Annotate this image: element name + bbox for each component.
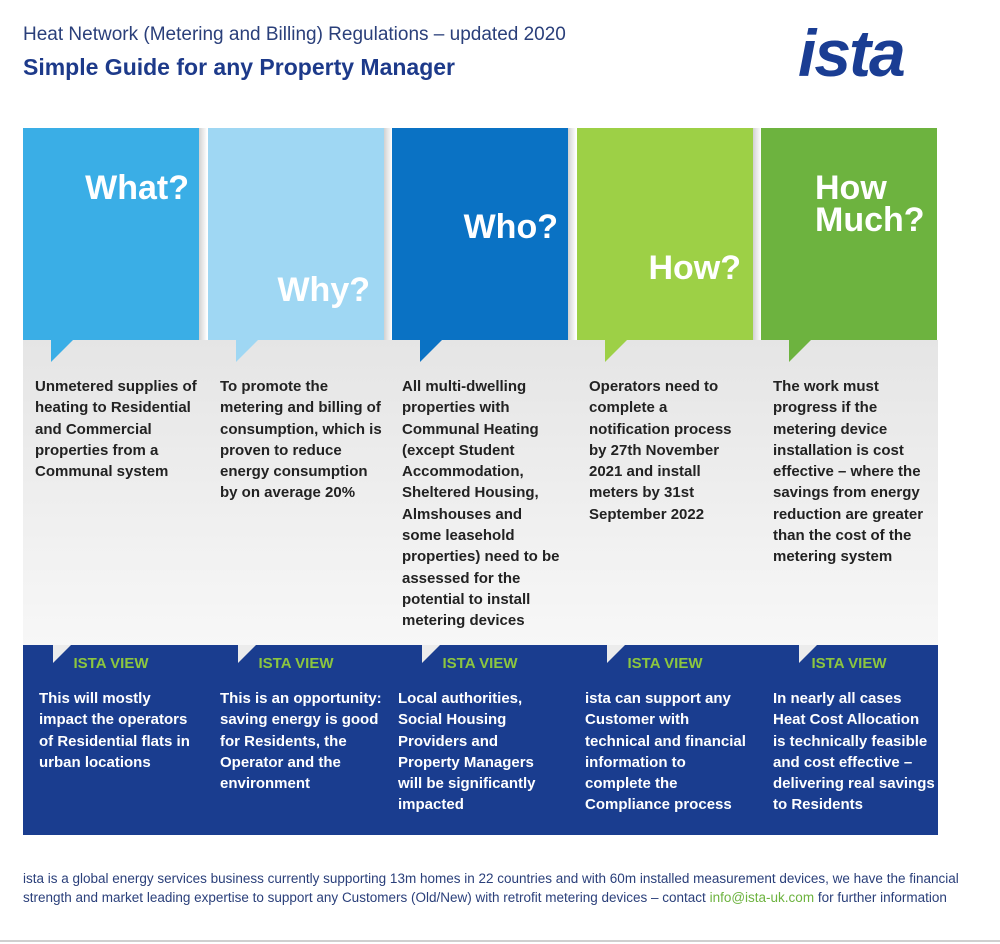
column-shadow: [384, 128, 392, 340]
ista-logo: ista: [798, 16, 904, 90]
column-how: [577, 128, 753, 814]
body-why: To promote the metering and billing of consumption, which is proven to reduce energy consumption by on average 20%: [220, 378, 382, 502]
heading-box-why: [208, 128, 384, 340]
column-shadow: [753, 128, 761, 340]
ista-view-label: ISTA VIEW: [811, 655, 887, 672]
bottom-divider: [0, 940, 1000, 942]
body-how: Operators need to complete a notification process by 27th November 2021 and install meters by 31st September 2022: [589, 378, 732, 523]
speech-notch: [236, 340, 258, 362]
heading-how: How?: [648, 249, 741, 287]
view-how: ista can support any Customer with technical and financial information to complete the Compliance process: [585, 690, 746, 814]
body-what: Unmetered supplies of heating to Residential and Commercial properties from a Communal system: [35, 378, 197, 481]
column-how-much: [761, 128, 937, 814]
column-why: [208, 128, 384, 793]
speech-notch: [605, 340, 627, 362]
header-subtitle: Heat Network (Metering and Billing) Regulations – updated 2020: [23, 24, 566, 45]
ista-view-label: ISTA VIEW: [442, 655, 518, 672]
heading-box-who: [392, 128, 568, 340]
contact-email-link[interactable]: info@ista-uk.com: [709, 889, 815, 905]
heading-box-how: [577, 128, 753, 340]
view-why: This is an opportunity: saving energy is good for Residents, the Operator and the environment: [220, 690, 382, 793]
speech-notch: [789, 340, 811, 362]
ista-view-label: ISTA VIEW: [258, 655, 334, 672]
column-shadow: [568, 128, 576, 340]
speech-notch: [420, 340, 442, 362]
ista-view-label: ISTA VIEW: [73, 655, 149, 672]
heading-box-what: [23, 128, 199, 340]
view-who: Local authorities, Social Housing Providers and Property Managers will be significantly impacted: [398, 690, 536, 814]
column-what: [23, 128, 199, 771]
view-what: This will mostly impact the operators of Residential flats in urban locations: [39, 690, 190, 771]
footer-note: [23, 870, 983, 907]
heading-why: Why?: [277, 271, 370, 309]
body-how-much: The work must progress if the metering device installation is cost effective – where the savings from energy reduction are greater than the cost of the metering system: [773, 378, 924, 566]
footer-text: ista is a global energy services business currently supporting 13m homes in 22 countries and with 60m installed measurement devices, we have the financial strength and market leading expertise to support any Customers (Old/New) with retrofit metering devices – contact: [23, 871, 959, 905]
heading-who: Who?: [463, 208, 558, 246]
heading-what: What?: [85, 169, 189, 207]
speech-notch: [51, 340, 73, 362]
page-title: Simple Guide for any Property Manager: [23, 54, 455, 80]
body-who: All multi-dwelling properties with Communal Heating (except Student Accommodation, Sheltered Housing, Almshouses and some leasehold properties) need to be assessed for the potential to install metering devices: [402, 378, 560, 630]
view-how-much: In nearly all cases Heat Cost Allocation is technically feasible and cost effective – delivering real savings to Residents: [773, 690, 935, 814]
column-shadow: [199, 128, 207, 340]
heading-box-how-much: [761, 128, 937, 340]
ista-view-label: ISTA VIEW: [627, 655, 703, 672]
heading-how-much: How Much?: [815, 169, 925, 239]
column-who: [392, 128, 568, 814]
footer-suffix: for further information: [817, 889, 947, 905]
